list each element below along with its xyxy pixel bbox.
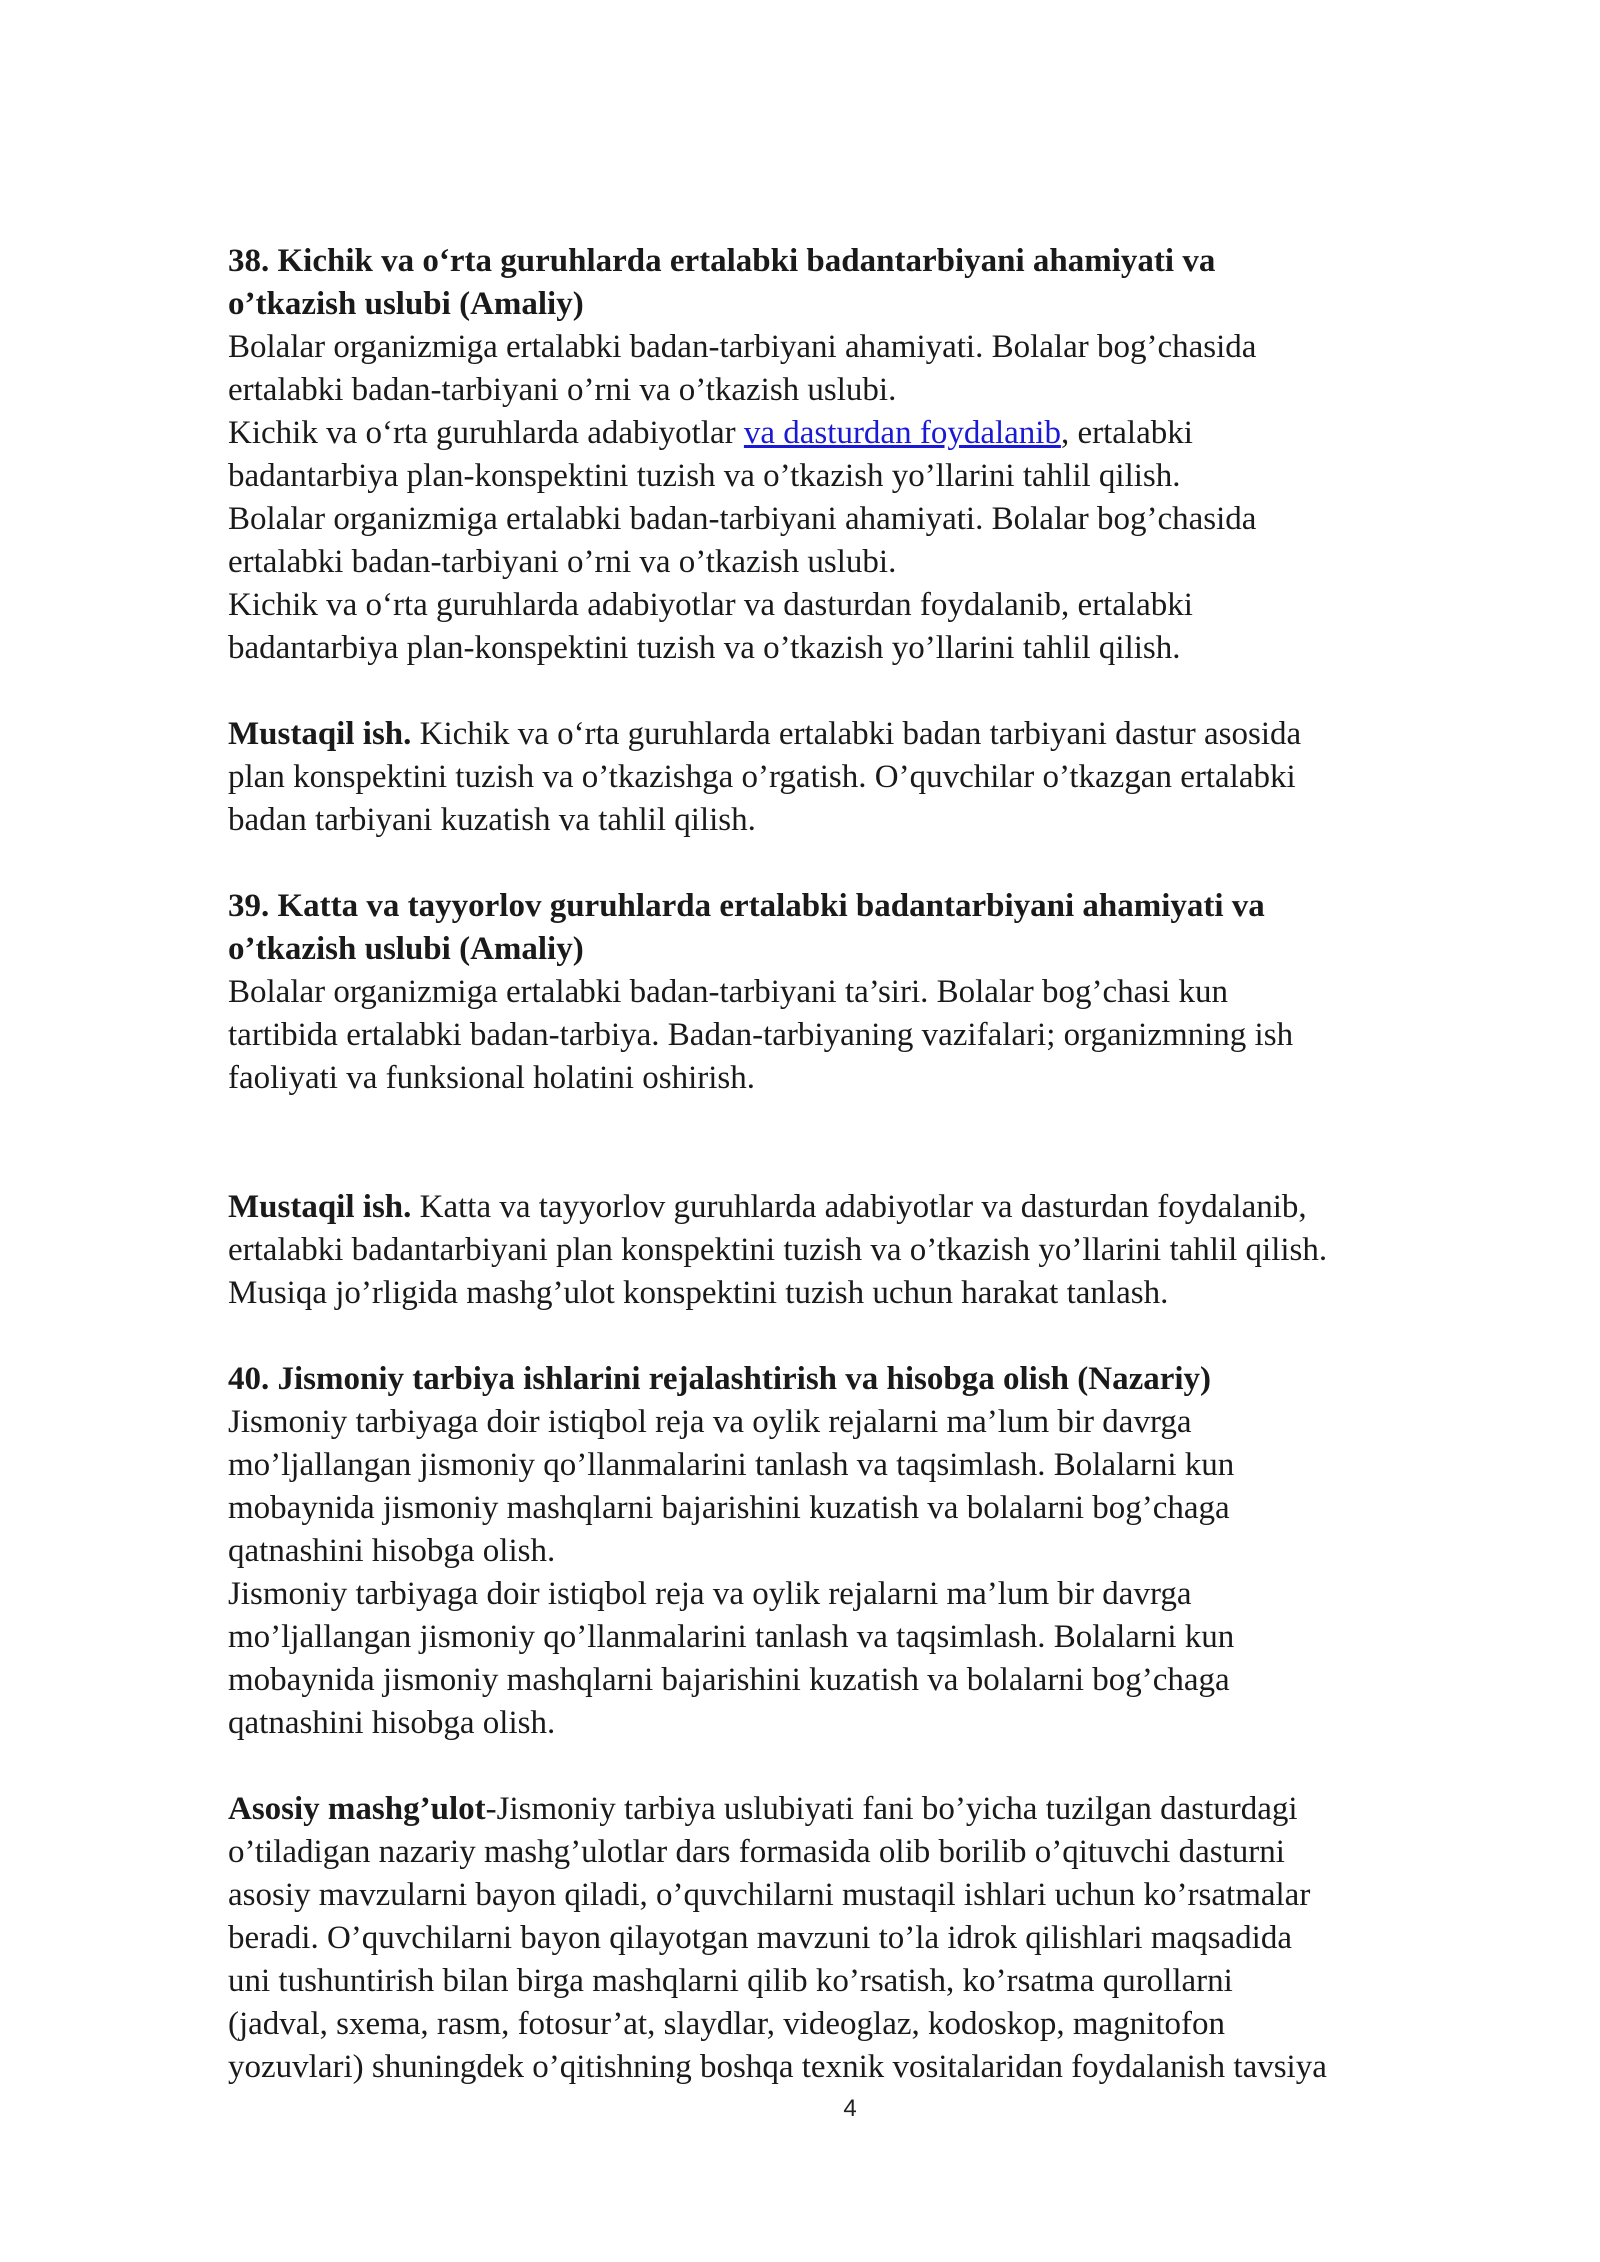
paragraph-line: badantarbiya plan-konspektini tuzish va o’tkazish yo’llarini tahlil qilish. [228, 458, 1181, 494]
paragraph-line: o’tiladigan nazariy mashg’ulotlar dars formasida olib borilib o’qituvchi dasturni [228, 1834, 1285, 1870]
spacer [228, 1745, 1478, 1788]
paragraph-line: (jadval, sxema, rasm, fotosur’at, slaydlar, videoglaz, kodoskop, magnitofon [228, 2006, 1225, 2042]
paragraph-line: qatnashini hisobga olish. [228, 1705, 556, 1741]
paragraph-line: yozuvlari) shuningdek o’qitishning boshqa texnik vositalaridan foydalanish tavsiya [228, 2049, 1327, 2085]
paragraph-line: Jismoniy tarbiyaga doir istiqbol reja va oylik rejalarni ma’lum bir davrga [228, 1404, 1192, 1440]
independent-work-line: Mustaqil ish. Katta va tayyorlov guruhlarda adabiyotlar va dasturdan foydalanib, [228, 1189, 1307, 1225]
main-lesson-line: Asosiy mashg’ulot-Jismoniy tarbiya uslubiyati fani bo’yicha tuzilgan dasturdagi [228, 1791, 1298, 1827]
paragraph-line: mobaynida jismoniy mashqlarni bajarishini kuzatish va bolalarni bog’chaga [228, 1662, 1230, 1698]
spacer [228, 1100, 1478, 1186]
paragraph-line: uni tushuntirish bilan birga mashqlarni qilib ko’rsatish, ko’rsatma qurollarni [228, 1963, 1233, 1999]
paragraph-line: Bolalar organizmiga ertalabki badan-tarbiyani ahamiyati. Bolalar bog’chasida [228, 501, 1257, 537]
paragraph-line: mo’ljallangan jismoniy qo’llanmalarini tanlash va taqsimlash. Bolalarni kun [228, 1619, 1235, 1655]
section-39-title-line-1: 39. Katta va tayyorlov guruhlarda ertalabki badantarbiyani ahamiyati va [228, 888, 1265, 924]
paragraph-line: plan konspektini tuzish va o’tkazishga o’rgatish. O’quvchilar o’tkazgan ertalabki [228, 759, 1296, 795]
paragraph-line: ertalabki badan-tarbiyani o’rni va o’tkazish uslubi. [228, 372, 897, 408]
paragraph-line: tartibida ertalabki badan-tarbiya. Badan-tarbiyaning vazifalari; organizmning ish [228, 1017, 1294, 1053]
paragraph-line: qatnashini hisobga olish. [228, 1533, 556, 1569]
spacer [228, 670, 1478, 713]
page-number: 4 [843, 2095, 857, 2122]
section-38-title-line-2: o’tkazish uslubi (Amaliy) [228, 286, 584, 322]
paragraph-line-with-link: Kichik va o‘rta guruhlarda adabiyotlar va dasturdan foydalanib, ertalabki [228, 415, 1193, 451]
paragraph-line: asosiy mavzularni bayon qiladi, o’quvchilarni mustaqil ishlari uchun ko’rsatmalar [228, 1877, 1311, 1913]
dasturdan-link[interactable]: va dasturdan foydalanib [743, 415, 1061, 451]
paragraph-line: badantarbiya plan-konspektini tuzish va o’tkazish yo’llarini tahlil qilish. [228, 630, 1181, 666]
spacer [228, 1315, 1478, 1358]
independent-work-label: Mustaqil ish. [228, 1189, 412, 1225]
independent-work-label: Mustaqil ish. [228, 716, 412, 752]
paragraph-line: Bolalar organizmiga ertalabki badan-tarbiyani ta’siri. Bolalar bog’chasi kun [228, 974, 1229, 1010]
section-39-title-line-2: o’tkazish uslubi (Amaliy) [228, 931, 584, 967]
paragraph-line: mobaynida jismoniy mashqlarni bajarishini kuzatish va bolalarni bog’chaga [228, 1490, 1230, 1526]
spacer [228, 842, 1478, 885]
paragraph-line: Kichik va o‘rta guruhlarda adabiyotlar va dasturdan foydalanib, ertalabki [228, 587, 1193, 623]
paragraph-line: ertalabki badantarbiyani plan konspektini tuzish va o’tkazish yo’llarini tahlil qilish. [228, 1232, 1328, 1268]
paragraph-line: mo’ljallangan jismoniy qo’llanmalarini tanlash va taqsimlash. Bolalarni kun [228, 1447, 1235, 1483]
paragraph-line: Bolalar organizmiga ertalabki badan-tarbiyani ahamiyati. Bolalar bog’chasida [228, 329, 1257, 365]
paragraph-line: Jismoniy tarbiyaga doir istiqbol reja va oylik rejalarni ma’lum bir davrga [228, 1576, 1192, 1612]
section-40-title: 40. Jismoniy tarbiya ishlarini rejalashtirish va hisobga olish (Nazariy) [228, 1361, 1212, 1397]
paragraph-line: faoliyati va funksional holatini oshirish. [228, 1060, 756, 1096]
independent-work-line: Mustaqil ish. Kichik va o‘rta guruhlarda ertalabki badan tarbiyani dastur asosida [228, 716, 1302, 752]
paragraph-line: badan tarbiyani kuzatish va tahlil qilish. [228, 802, 756, 838]
page-content [228, 240, 1478, 2089]
main-lesson-label: Asosiy mashg’ulot [228, 1791, 486, 1827]
paragraph-line: Musiqa jo’rligida mashg’ulot konspektini tuzish uchun harakat tanlash. [228, 1275, 1169, 1311]
paragraph-line: beradi. O’quvchilarni bayon qilayotgan mavzuni to’la idrok qilishlari maqsadida [228, 1920, 1292, 1956]
paragraph-line: ertalabki badan-tarbiyani o’rni va o’tkazish uslubi. [228, 544, 897, 580]
section-38-title-line-1: 38. Kichik va o‘rta guruhlarda ertalabki badantarbiyani ahamiyati va [228, 243, 1216, 279]
